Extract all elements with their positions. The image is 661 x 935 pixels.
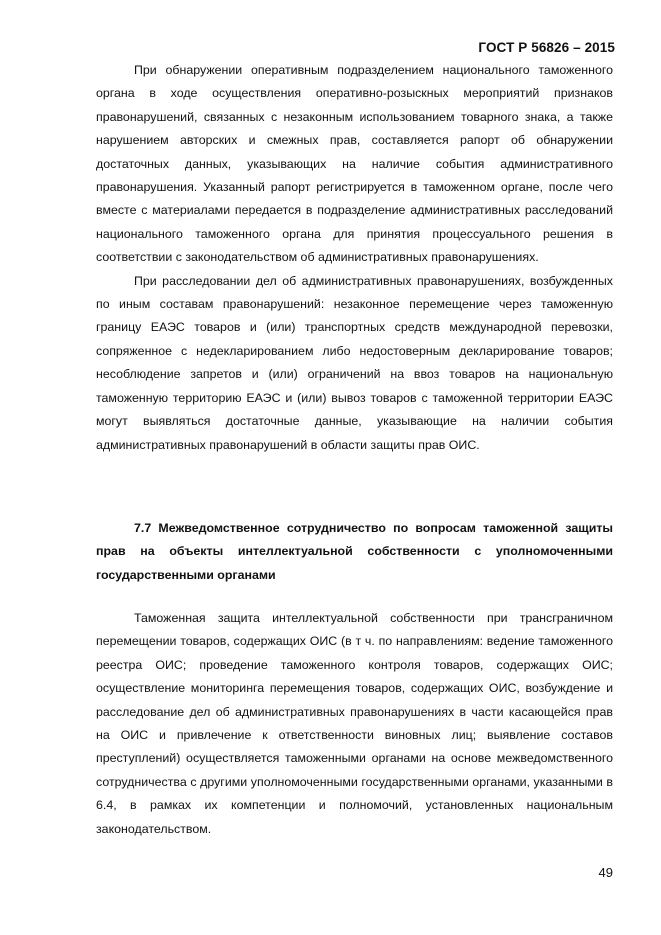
body-paragraph: Таможенная защита интеллектуальной собственности при трансграничном перемещении товаров, содержащих ОИС (в т ч. по направлениям: ведение таможенного реестра ОИС; проведение таможенного контроля товаров, содержащих ОИС; осуществление мониторинга перемещения товаров, содержащих ОИС, возбуждение и расследование дел об административных правонарушениях в части касающейся прав на ОИС и привлечение к ответственности виновных лиц; выявление составов преступлений) осуществляется таможенными органами на основе межведомственного сотрудничества с другими уполномоченными государственными органами, указанными в 6.4, в рамках их компетенции и полномочий, установленных национальным законодательством.: [96, 611, 613, 836]
section-heading: 7.7 Межведомственное сотрудничество по вопросам таможенной защиты прав на объекты интеллектуальной собственности с уполномоченными государственными органами: [96, 521, 613, 582]
body-paragraph: При расследовании дел об административных правонарушениях, возбужденных по иным составам правонарушений: незаконное перемещение через таможенную границу ЕАЭС товаров и (или) транспортных средств международной перевозки, сопряженное с недекларированием либо недостоверным декларирование товаров; несоблюдение запретов и (или) ограничений на ввоз товаров на национальную таможенную территорию ЕАЭС и (или) вывоз товаров с таможенной территории ЕАЭС могут выявляться достаточные данные, указывающие на наличии события административных правонарушений в области защиты прав ОИС.: [96, 273, 613, 452]
body-paragraph: При обнаружении оперативным подразделением национального таможенного органа в ходе осуществления оперативно-розыскных мероприятий признаков правонарушений, связанных с незаконным использованием товарного знака, а также нарушением авторских и смежных прав, составляется рапорт об обнаружении достаточных данных, указывающих на наличие события административного правонарушения. Указанный рапорт регистрируется в таможенном органе, после чего вместе с материалами передается в подразделение административных расследований национального таможенного органа для принятия процессуального решения в соответствии с законодательством об административных правонарушениях.: [96, 63, 613, 265]
section-heading-block: [96, 517, 613, 587]
page-number: 49: [598, 865, 613, 880]
paragraph-block-1: [96, 59, 613, 457]
paragraph-block-2: [96, 607, 613, 841]
document-header: ГОСТ Р 56826 – 2015: [478, 40, 615, 55]
